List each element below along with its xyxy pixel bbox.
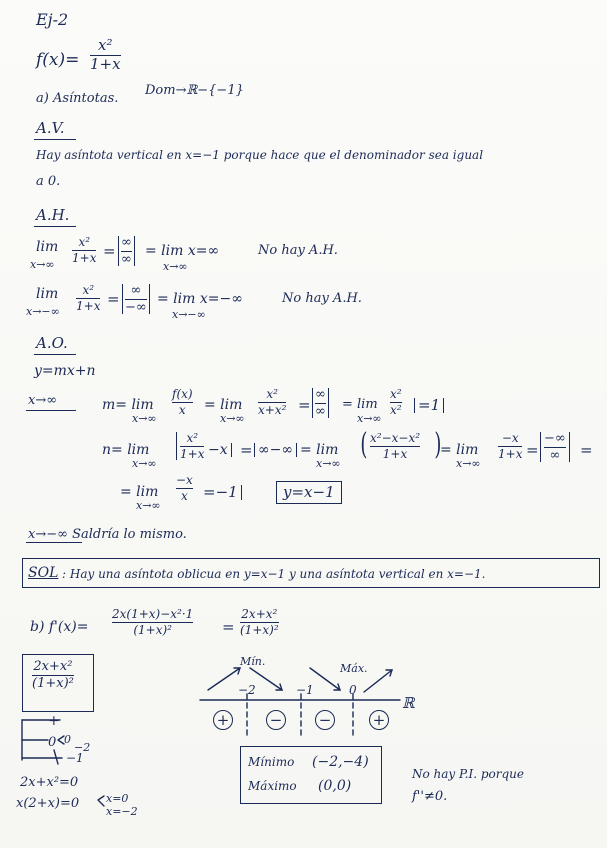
- sign-branch: [58, 736, 64, 744]
- sign-interval-1: +: [213, 710, 233, 730]
- n-frac2-num: x²−x−x²: [370, 431, 421, 445]
- tick-label-neg1: −1: [296, 683, 314, 697]
- n-eq3: =: [580, 441, 593, 459]
- tick-label-neg2: −2: [238, 683, 256, 697]
- minimum-point: (−2,−4): [312, 754, 369, 770]
- ah1-num: x²: [78, 235, 91, 249]
- m-mid2: = lim: [342, 397, 378, 412]
- m-sub2: x→∞: [220, 412, 245, 425]
- ah2-sub: x→−∞: [26, 305, 60, 318]
- n2-frac-den: x: [181, 488, 188, 503]
- tick-label-0: 0: [349, 683, 357, 697]
- derivative-num: 2x(1+x)−x²·1: [112, 607, 194, 621]
- n-start: n= lim: [102, 442, 150, 458]
- inflection-note-line2: f''≠0.: [412, 789, 448, 804]
- n-mid2: = lim: [440, 442, 479, 458]
- n-eq2: =: [526, 441, 539, 459]
- m-frac4-den: x²: [390, 402, 402, 417]
- n-minus: −x: [208, 443, 232, 457]
- ah2-rest: = lim x=−∞: [157, 291, 243, 307]
- av-text-line2: a 0.: [36, 174, 61, 189]
- sign-box-num: 2x+x²: [33, 659, 73, 674]
- m-sub3: x→∞: [357, 412, 382, 425]
- ah1-conclusion: No hay A.H.: [258, 243, 338, 258]
- m-result: =1: [414, 398, 444, 413]
- ah2-den: 1+x: [76, 298, 101, 313]
- n-ind2-num: −∞: [544, 431, 566, 446]
- ah2-ind-num: ∞: [130, 283, 142, 298]
- m-eq: =: [298, 396, 311, 414]
- n2-frac-num: −x: [176, 473, 193, 487]
- m-frac4-num: x²: [390, 387, 402, 401]
- real-axis-label: ℝ: [402, 694, 415, 712]
- maximum-label: Máximo: [248, 779, 297, 793]
- ao-heading: A.O.: [36, 334, 68, 352]
- ah2-num: x²: [82, 283, 95, 297]
- ah1-ind-num: ∞: [121, 235, 132, 250]
- n-paren-close: ): [434, 427, 442, 462]
- n-paren-open: (: [360, 427, 368, 462]
- n-sub3: x→∞: [456, 457, 481, 470]
- ah1-rest: = lim x=∞: [145, 243, 220, 259]
- n-eq: =: [240, 441, 253, 459]
- function-lhs: f(x)=: [36, 50, 80, 70]
- decreasing-arrow-1: [250, 668, 282, 690]
- ah1-sub: x→∞: [30, 258, 55, 271]
- ah2-ind-den: −∞: [125, 299, 147, 315]
- decreasing-arrow-2: [310, 668, 340, 690]
- solution-label: SOL: [28, 565, 59, 581]
- n-frac1-num: x²: [186, 431, 199, 445]
- av-text-line1: Hay asíntota vertical en x=−1 porque hace que el denominador sea igual: [36, 148, 484, 162]
- sign-den-root: −1: [66, 751, 84, 765]
- m-frac1-num: f(x): [172, 387, 193, 401]
- solve-root-2: x=−2: [106, 805, 138, 818]
- part-a-label: a) Asíntotas.: [36, 91, 119, 106]
- m-ind-num: ∞: [315, 387, 326, 402]
- sign-plus: +: [48, 713, 60, 729]
- ah2-eq: =: [107, 290, 120, 308]
- n2-start: = lim: [120, 484, 159, 500]
- sign-interval-4: +: [369, 710, 389, 730]
- derivative-simplified-den: (1+x)²: [240, 622, 279, 637]
- den-root-mark: [54, 750, 58, 764]
- ao-case-pos: x→∞: [28, 393, 58, 408]
- n-frac2-den: 1+x: [382, 446, 408, 461]
- n-mid: = lim: [300, 442, 339, 458]
- ao-negative-case: x→−∞ Saldría lo mismo.: [28, 527, 187, 542]
- m-frac2-den: x+x²: [258, 402, 287, 417]
- m-ind-den: ∞: [315, 403, 326, 419]
- ah-heading: A.H.: [36, 206, 70, 224]
- n-sub: x→∞: [132, 457, 157, 470]
- n-ind: ∞−∞: [254, 443, 297, 457]
- function-denominator: 1+x: [90, 54, 121, 73]
- exercise-title: Ej-2: [36, 10, 69, 29]
- part-b-label: b) f'(x)=: [30, 619, 89, 635]
- sign-root-2: −2: [74, 741, 91, 754]
- ao-equation: y=mx+n: [34, 363, 96, 379]
- minimum-label: Mínimo: [248, 755, 295, 769]
- solve-line2: x(2+x)=0: [16, 796, 80, 811]
- solve-branch: [98, 796, 104, 806]
- m-frac1-den: x: [178, 402, 186, 417]
- domain-note: Dom→ℝ−{−1}: [145, 83, 244, 98]
- ah1-ind-den: ∞: [121, 251, 132, 267]
- sign-root-1: 0: [64, 733, 71, 746]
- asymptote-result-box: y=x−1: [276, 481, 342, 504]
- n-frac3-den: 1+x: [498, 446, 523, 461]
- solve-root-1: x=0: [106, 792, 129, 805]
- ah1-sub2: x→∞: [163, 260, 188, 273]
- sign-interval-3: −: [315, 710, 335, 730]
- m-start: m= lim: [102, 397, 154, 413]
- n-frac3-num: −x: [501, 431, 519, 445]
- min-label: Mín.: [240, 655, 266, 668]
- increasing-arrow-2: [364, 670, 392, 692]
- inflection-note-line1: No hay P.I. porque: [412, 767, 524, 781]
- n-sub2: x→∞: [316, 457, 341, 470]
- ah2-sub2: x→−∞: [172, 308, 206, 321]
- ah2-lim: lim: [36, 286, 59, 302]
- ah2-conclusion: No hay A.H.: [282, 291, 362, 306]
- n-frac1-den: 1+x: [180, 446, 205, 461]
- m-frac2-num: x²: [266, 387, 278, 401]
- derivative-eq: =: [222, 618, 235, 636]
- m-mid: = lim: [204, 397, 243, 413]
- max-label: Máx.: [340, 662, 368, 675]
- sign-box-den: (1+x)²: [32, 675, 74, 691]
- function-numerator: x²: [98, 36, 113, 54]
- solve-line1: 2x+x²=0: [20, 775, 79, 790]
- sign-interval-2: −: [266, 710, 286, 730]
- ah1-lim: lim: [36, 239, 59, 255]
- n2-sub: x→∞: [136, 499, 161, 512]
- n2-result: =−1: [203, 485, 242, 500]
- ah1-den: 1+x: [72, 250, 97, 265]
- av-heading: A.V.: [36, 119, 65, 137]
- m-sub: x→∞: [132, 412, 157, 425]
- solution-text: : Hay una asíntota oblicua en y=x−1 y una asíntota vertical en x=−1.: [62, 567, 486, 581]
- increasing-arrow-1: [208, 668, 240, 690]
- maximum-point: (0,0): [318, 778, 352, 794]
- ah1-eq: =: [103, 242, 116, 260]
- derivative-simplified-num: 2x+x²: [241, 607, 278, 621]
- n-ind2-den: ∞: [549, 447, 561, 463]
- sign-zero: 0: [48, 735, 57, 750]
- derivative-den: (1+x)²: [133, 622, 172, 637]
